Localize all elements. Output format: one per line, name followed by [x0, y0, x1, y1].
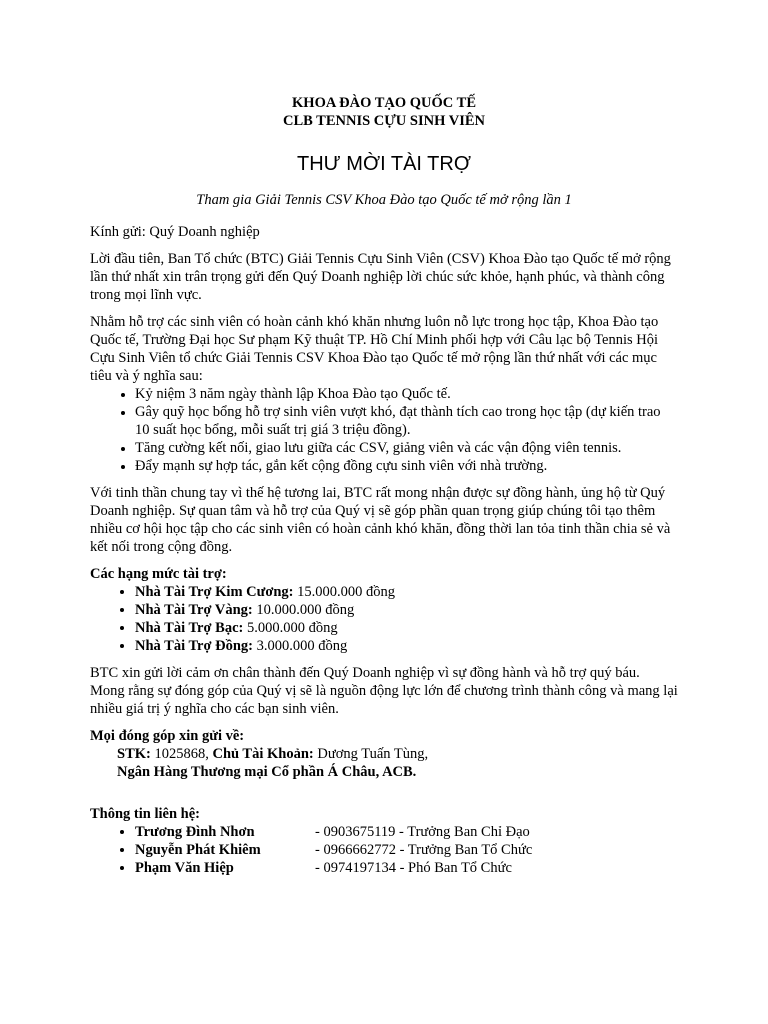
contacts-heading: Thông tin liên hệ: [90, 806, 200, 822]
tier-amount: 15.000.000 đồng [293, 584, 396, 600]
contact-detail: - 0903675119 - Trưởng Ban Chỉ Đạo [315, 824, 530, 840]
tier-amount: 5.000.000 đồng [243, 620, 338, 636]
contact-detail: - 0966662772 - Trưởng Ban Tổ Chức [315, 842, 533, 858]
org-line-1: KHOA ĐÀO TẠO QUỐC TẾ [292, 95, 476, 111]
bank-name: Ngân Hàng Thương mại Cổ phần Á Châu, ACB. [117, 764, 417, 780]
account-line [90, 745, 678, 763]
document-subtitle: Tham gia Giải Tennis CSV Khoa Đào tạo Quốc tế mở rộng lần 1 [196, 192, 572, 208]
tier-name: Nhà Tài Trợ Bạc: [135, 620, 244, 636]
owner-label: Chủ Tài Khoản: [212, 746, 314, 762]
tier-amount: 3.000.000 đồng [253, 638, 348, 654]
list-item [135, 859, 678, 877]
list-item: • Kỷ niệm 3 năm ngày thành lập Khoa Đào tạo Quốc tế. [135, 385, 678, 403]
stk-label: STK: [117, 746, 151, 762]
list-item: • Gây quỹ học bổng hỗ trợ sinh viên vượt khó, đạt thành tích cao trong học tập (dự kiến trao 10 suất học bổng, mỗi suất trị giá 3 triệu đồng). [135, 403, 678, 439]
greeting: Kính gửi: Quý Doanh nghiệp [90, 224, 260, 240]
contact-name: • Nguyễn Phát Khiêm [135, 842, 261, 858]
stk-value: 1025868, [150, 746, 213, 762]
goals-list [90, 385, 678, 475]
appeal-paragraph: Với tinh thần chung tay vì thế hệ tương lai, BTC rất mong nhận được sự đồng hành, ủng hộ từ Quý Doanh nghiệp. Sự quan tâm và hỗ trợ của Quý vị sẽ góp phần quan trọng giúp chúng tôi tạo thêm nhiều cơ hội học tập cho các sinh viên có hoàn cảnh khó khăn, đồng thời lan tỏa tinh thần chia sẻ và kết nối trong cộng đồng. [90, 485, 671, 555]
contact-name: • Trương Đình Nhơn [135, 824, 255, 840]
tier-name: Nhà Tài Trợ Đồng: [135, 638, 254, 654]
owner-value: Dương Tuấn Tùng, [313, 746, 429, 762]
purpose-paragraph: Nhằm hỗ trợ các sinh viên có hoàn cảnh khó khăn nhưng luôn nỗ lực trong học tập, Khoa Đào tạo Quốc tế, Trường Đại học Sư phạm Kỹ thuật TP. Hồ Chí Minh phối hợp với Câu lạc bộ Tennis Hội Cựu Sinh Viên tổ chức Giải Tennis CSV Khoa Đào tạo Quốc tế mở rộng lần thứ nhất với các mục tiêu và ý nghĩa sau: [90, 314, 659, 384]
list-item [135, 637, 678, 655]
tiers-heading: Các hạng mức tài trợ: [90, 566, 227, 582]
list-item [135, 619, 678, 637]
payment-heading: Mọi đóng góp xin gửi về: [90, 728, 245, 744]
contact-name: • Phạm Văn Hiệp [135, 860, 234, 876]
bank-line [90, 763, 678, 781]
document-title: THƯ MỜI TÀI TRỢ [297, 153, 471, 175]
list-item [135, 823, 678, 841]
tier-name: Nhà Tài Trợ Kim Cương: [135, 584, 294, 600]
list-item [135, 601, 678, 619]
contacts-list [90, 823, 678, 877]
org-line-2: CLB TENNIS CỰU SINH VIÊN [283, 113, 485, 129]
thanks-paragraph: BTC xin gửi lời cảm ơn chân thành đến Quý Doanh nghiệp vì sự đồng hành và hỗ trợ quý báu. Mong rằng sự đóng góp của Quý vị sẽ là nguồn động lực lớn để chương trình thành công và mang lại nhiều giá trị ý nghĩa cho các bạn sinh viên. [90, 665, 678, 717]
list-item [135, 841, 678, 859]
list-item: • Tăng cường kết nối, giao lưu giữa các CSV, giảng viên và các vận động viên tennis. [135, 439, 678, 457]
intro-paragraph: Lời đầu tiên, Ban Tổ chức (BTC) Giải Tennis Cựu Sinh Viên (CSV) Khoa Đào tạo Quốc tế mở rộng lần thứ nhất xin trân trọng gửi đến Quý Doanh nghiệp lời chúc sức khỏe, hạnh phúc, và thành công trong mọi lĩnh vực. [90, 251, 671, 303]
tier-name: Nhà Tài Trợ Vàng: [135, 602, 253, 618]
tiers-list [90, 583, 678, 655]
list-item: • Đẩy mạnh sự hợp tác, gắn kết cộng đồng cựu sinh viên với nhà trường. [135, 457, 678, 475]
contact-detail: - 0974197134 - Phó Ban Tổ Chức [315, 860, 512, 876]
list-item [135, 583, 678, 601]
tier-amount: 10.000.000 đồng [252, 602, 355, 618]
